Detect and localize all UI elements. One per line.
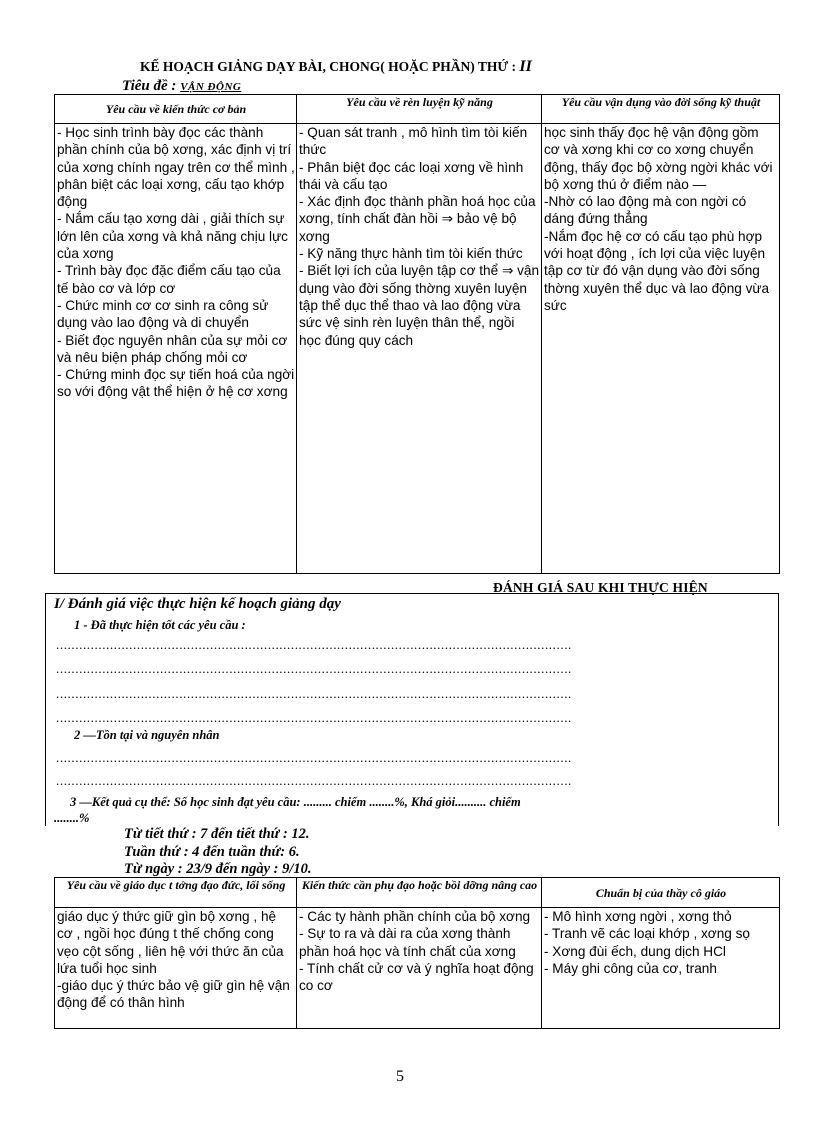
teacher-prep-cell: [542, 908, 780, 1029]
list-item: - Xác định đọc thành phần hoá học của xơng, tính chất đàn hồi ⇒ bảo vệ bộ xơng: [299, 194, 536, 244]
plan-subtitle: Tiêu đề : VẬN ĐỘNG: [122, 78, 242, 94]
list-item: - Học sinh trình bày đọc các thành phần chính của bộ xơng, xác định vị trí của xơng chính ngay trên cơ thể mình , phân biệt các loại xơng, cấu tạo khớp động: [57, 125, 295, 210]
date-range: Từ ngày : 23/9 đến ngày : 9/10.: [124, 861, 312, 877]
evaluation-item-3-cont: ........%: [54, 811, 90, 825]
application-cell: [542, 124, 780, 574]
header-tutoring: Kiến thức cần phụ đạo hoặc bồi dỡng nâng cao: [297, 878, 542, 908]
list-item: - Sự to ra và dài ra của xơng thành phần hoá học và tính chất của xơng: [299, 926, 516, 959]
list-item: - Chức minh cơ cơ sinh ra công sử dụng vào lao động và di chuyển: [57, 297, 269, 331]
teaching-requirements-table: [54, 94, 780, 574]
dotted-line: ......................................................................................................................................: [56, 750, 572, 765]
knowledge-cell: [55, 124, 297, 574]
plan-title: KẾ HOẠCH GIẢNG DẠY BÀI, CHONG( HOẶC PHẦN) THỨ : II: [140, 58, 532, 75]
evaluation-section-title: I/ Đánh giá việc thực hiện kế hoạch giảng dạy: [54, 596, 341, 612]
list-item: -giáo dục ý thức bảo vệ giữ gìn hệ vận động để có thân hình: [57, 978, 290, 1011]
list-item: - Máy ghi công của cơ, tranh: [544, 960, 717, 976]
evaluation-heading: ĐÁNH GIÁ SAU KHI THỰC HIỆN: [493, 580, 708, 595]
header-ethics: Yêu cầu về giáo dục t tởng đạo đức, lối sống: [55, 878, 297, 908]
list-item: - Chứng minh đọc sự tiến hoá của ngời so với động vật thể hiện ở hệ cơ xơng: [57, 367, 295, 400]
evaluation-item-3: 3 —Kết quả cụ thể: Số học sinh đạt yêu cầu: ......... chiếm ........%, Khá giỏi.......... chiếm: [70, 795, 521, 809]
list-item: -Nhờ có lao động mà con ngời có dáng đứng thẳng: [544, 194, 747, 227]
list-item: - Biết đọc nguyên nhân của sự mỏi cơ và nêu biện pháp chống mỏi cơ: [57, 332, 288, 365]
dotted-line: ......................................................................................................................................: [56, 661, 572, 676]
dotted-line: ......................................................................................................................................: [56, 686, 572, 701]
week-range: Tuần thứ : 4 đến tuần thứ: 6.: [124, 844, 300, 860]
list-item: - Tranh vẽ các loại khớp , xơng sọ: [544, 926, 750, 942]
education-requirements-table: [54, 877, 780, 1029]
list-item: - Các ty hành phần chính của bộ xơng: [299, 909, 531, 924]
list-item: - Trình bày đọc đặc điểm cấu tạo của tế bào cơ và lớp cơ: [57, 263, 281, 296]
dotted-line: ......................................................................................................................................: [56, 637, 572, 652]
header-skills: Yêu cầu về rèn luyện kỹ năng: [297, 95, 542, 124]
tutoring-cell: [297, 908, 542, 1029]
list-item: - Kỹ năng thực hành tìm tòi kiến thức: [299, 246, 523, 262]
list-item: - Biết lợi ích của luyện tập cơ thể ⇒ vận dụng vào đời sống thờng xuyên luyện tập thể dục thể thao và lao động vừa sức vệ sinh rèn luyện thân thể, ngồi học đúng quy cách: [299, 263, 540, 348]
header-knowledge: Yêu cầu về kiến thức cơ bản: [55, 95, 297, 124]
list-item: - Xơng đùi ếch, dung dịch HCl: [544, 943, 726, 959]
list-item: - Quan sát tranh , mô hình tìm tòi kiến thức: [299, 125, 528, 158]
list-item: - Tính chất cử cơ và ý nghĩa hoạt động co cơ: [299, 960, 534, 994]
header-teacher-prep: Chuẩn bị của thầy cô giáo: [542, 878, 780, 908]
list-item: học sinh thấy đọc hệ vận động gồm cơ và xơng khi cơ co xơng chuyển động, thấy đọc bộ xờng ngời khác với bộ xơng thú ở điểm nào —: [544, 125, 773, 192]
list-item: -Nắm đọc hệ cơ có cấu tạo phù hợp với hoạt động , ích lợi của việc luyện tập cơ từ đó vận dụng vào đời sống thờng xuyên thể dục và lao động vừa sức: [544, 228, 770, 313]
ethics-cell: [55, 908, 297, 1029]
evaluation-item-2: 2 —Tồn tại và nguyên nhân: [74, 728, 220, 742]
evaluation-item-1: 1 - Đã thực hiện tốt các yêu cầu :: [74, 618, 246, 632]
topic-name: VẬN ĐỘNG: [180, 81, 242, 93]
header-application: Yêu cầu vận dụng vào đời sống kỹ thuật: [542, 95, 780, 124]
list-item: giáo dục ý thức giữ gìn bộ xơng , hệ cơ , ngồi học đúng t thế chống cong vẹo cột sống , liên hệ với thức ăn của lứa tuổi học sinh: [57, 909, 284, 976]
list-item: - Mô hình xơng ngời , xơng thỏ: [544, 909, 732, 924]
list-item: - Phân biệt đọc các loại xơng về hình thái và cấu tạo: [299, 159, 524, 192]
skills-cell: [297, 124, 542, 574]
lesson-range: Từ tiết thứ : 7 đến tiết thứ : 12.: [124, 826, 310, 842]
dotted-line: ......................................................................................................................................: [56, 710, 572, 725]
dotted-line: ......................................................................................................................................: [56, 773, 572, 788]
list-item: - Nắm cấu tạo xơng dài , giải thích sự lớn lên của xơng và khả năng chịu lực của xơng: [57, 211, 288, 262]
page-number: 5: [396, 1068, 404, 1085]
chapter-number: II: [519, 58, 532, 75]
